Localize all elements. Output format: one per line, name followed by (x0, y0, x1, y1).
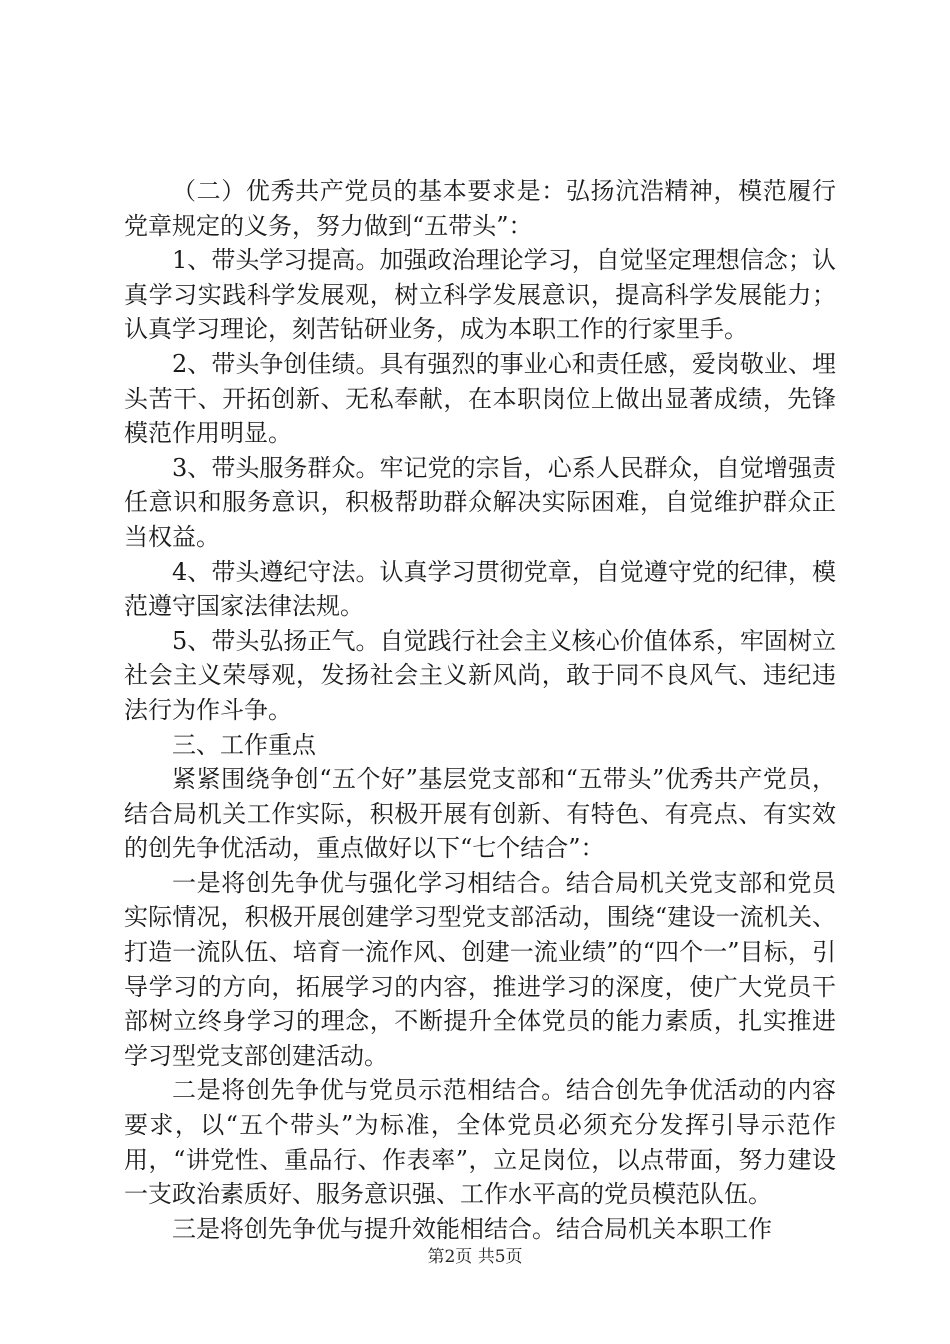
paragraph-combination-3: 三是将创先争优与提升效能相结合。结合局机关本职工作 (172, 1214, 772, 1243)
paragraph-item-4: 4、带头遵纪守法。认真学习贯彻党章，自觉遵守党的纪律，模范遵守国家法律法规。 (124, 557, 836, 621)
paragraph-combination-2: 二是将创先争优与党员示范相结合。结合创先争优活动的内容要求，以“五个带头”为标准，全体党员必须充分发挥引导示范作用，“讲党性、重品行、作表率”，立足岗位，以点带面，努力建设一支政治素质好、服务意识强、工作水平高的党员模范队伍。 (124, 1076, 836, 1209)
paragraph-item-2: 2、带头争创佳绩。具有强烈的事业心和责任感，爱岗敬业、埋头苦干、开拓创新、无私奉献，在本职岗位上做出显著成绩，先锋模范作用明显。 (124, 349, 836, 448)
paragraph-item-1: 1、带头学习提高。加强政治理论学习，自觉坚定理想信念；认真学习实践科学发展观，树立科学发展意识，提高科学发展能力；认真学习理论，刻苦钻研业务，成为本职工作的行家里手。 (124, 246, 836, 344)
paragraph-item-5: 5、带头弘扬正气。自觉践行社会主义核心价值体系，牢固树立社会主义荣辱观，发扬社会主义新风尚，敢于同不良风气、违纪违法行为作斗争。 (124, 626, 836, 724)
paragraph-combination-1: 一是将创先争优与强化学习相结合。结合局机关党支部和党员实际情况，积极开展创建学习型党支部活动，围绕“建设一流机关、打造一流队伍、培育一流作风、创建一流业绩”的“四个一”目标，引导学习的方向，拓展学习的内容，推进学习的深度，使广大党员干部树立终身学习的理念，不断提升全体党员的能力素质，扎实推进学习型党支部创建活动。 (124, 868, 836, 1070)
paragraph-item-3: 3、带头服务群众。牢记党的宗旨，心系人民群众，自觉增强责任意识和服务意识，积极帮助群众解决实际困难，自觉维护群众正当权益。 (124, 453, 836, 551)
paragraph-requirements-intro: （二）优秀共产党员的基本要求是：弘扬沆浩精神，模范履行党章规定的义务，努力做到“五带头”： (124, 177, 836, 240)
paragraph-work-focus-intro: 紧紧围绕争创“五个好”基层党支部和“五带头”优秀共产党员，结合局机关工作实际，积极开展有创新、有特色、有亮点、有实效的创先争优活动，重点做好以下“七个结合”： (124, 765, 836, 863)
document-body (124, 174, 836, 1246)
page-number-footer: 第2页 共5页 (427, 1247, 523, 1267)
section-heading-work-focus: 三、工作重点 (172, 730, 316, 759)
